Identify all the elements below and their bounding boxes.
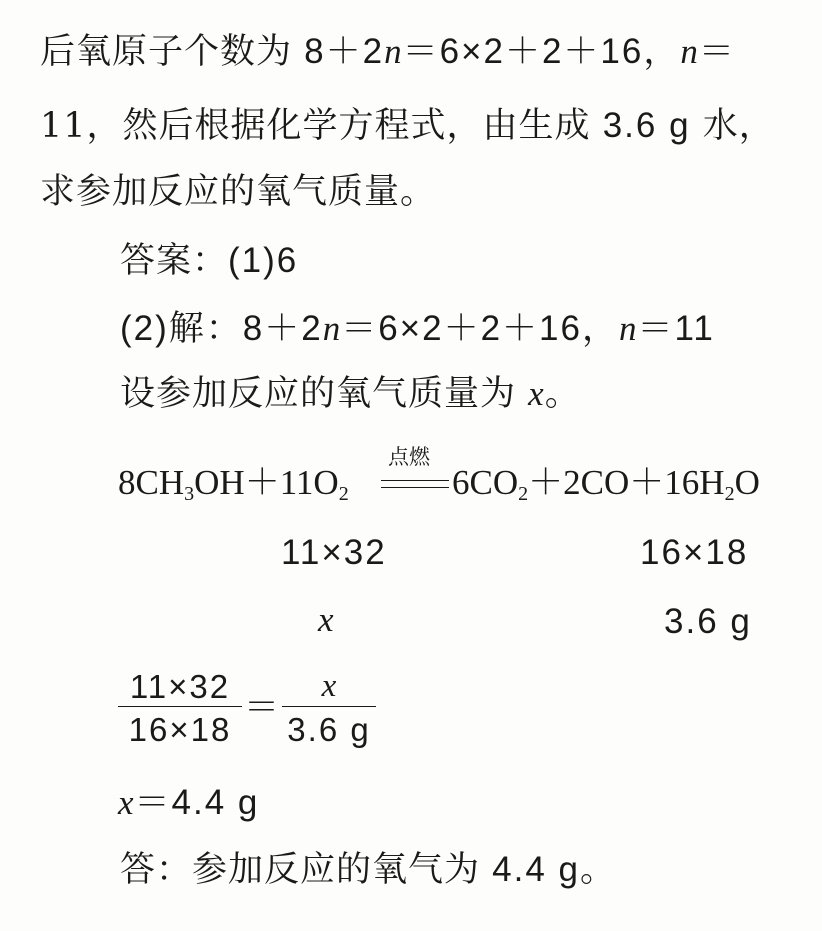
subscript: 2: [724, 483, 735, 505]
intro-text: 后氧原子个数为: [40, 32, 293, 72]
formula-part: ＝: [698, 32, 736, 71]
right-denominator: 3.6 g: [287, 711, 371, 748]
chemical-equation-products: [452, 465, 760, 504]
equals-sign: ＝: [244, 688, 282, 727]
answer-label: 答案：: [120, 241, 229, 281]
product-co: 2CO: [563, 463, 630, 502]
subscript: 2: [338, 483, 349, 505]
plus-sign: ＋: [244, 463, 280, 502]
intro-line-2: [40, 108, 775, 144]
unknown-x: x: [318, 600, 335, 639]
formula-part: ＝6×2＋2＋16，: [341, 309, 619, 348]
mass-value: 3.6 g: [602, 106, 691, 145]
answer-part-2: [120, 311, 715, 347]
mass-water: 16×18: [640, 533, 749, 572]
variable-x: x: [528, 374, 545, 413]
reaction-arrow-line-bottom: [381, 487, 449, 488]
variable-n: n: [384, 32, 403, 71]
conclusion-line: [120, 852, 616, 888]
assumption-text: 设参加反应的氧气质量为: [120, 374, 517, 414]
left-numerator: 11×32: [129, 668, 231, 705]
intro-text: 求参加反应的氧气质量。: [40, 172, 437, 212]
solution-label: (2)解：: [120, 309, 243, 348]
chemical-equation: [118, 465, 349, 504]
intro-text: 水，: [702, 106, 775, 146]
reactant-oxygen: 11O: [279, 463, 339, 502]
left-fraction-bar: [118, 706, 242, 707]
subscript: 3: [184, 483, 195, 505]
formula-part: ＝11: [637, 309, 715, 348]
conclusion-text: 答：参加反应的氧气为: [120, 850, 481, 890]
variable-x: x: [118, 783, 135, 822]
product-co2: 6CO: [452, 463, 519, 502]
subscript: 2: [518, 483, 529, 505]
answer-value: (1)6: [228, 241, 299, 280]
conclusion-value: 4.4 g: [492, 850, 581, 889]
variable-n: n: [619, 309, 638, 348]
punctuation: 。: [544, 374, 581, 414]
variable-n: n: [322, 309, 342, 348]
reactant-methanol-tail: OH: [194, 463, 245, 502]
formula-part: 8＋2: [304, 32, 385, 71]
mass-oxygen: 11×32: [281, 533, 387, 572]
plus-sign: ＋: [629, 463, 665, 502]
reaction-condition: 点燃: [388, 445, 430, 469]
result-line: [118, 785, 259, 821]
given-mass: 3.6 g: [664, 602, 752, 641]
left-denominator: 16×18: [128, 711, 232, 748]
product-water: 16H: [664, 463, 725, 502]
answer-part-1: [120, 243, 298, 279]
intro-text: 11，然后根据化学方程式，由生成: [40, 106, 591, 146]
right-fraction-bar: [282, 706, 376, 707]
formula-part: ＝6×2＋2＋16，: [402, 32, 681, 71]
intro-line-3: [40, 172, 437, 212]
right-numerator: x: [321, 668, 337, 704]
product-water-tail: O: [734, 463, 760, 502]
plus-sign: ＋: [528, 463, 564, 502]
assumption-line: [120, 376, 581, 412]
punctuation: 。: [580, 850, 617, 890]
intro-line-1: [40, 34, 736, 70]
reaction-arrow-line-top: [381, 480, 449, 481]
result-value: ＝4.4 g: [134, 783, 260, 822]
variable-n: n: [680, 32, 699, 71]
formula-part: 8＋2: [242, 309, 323, 348]
reactant-methanol: 8CH: [118, 463, 185, 502]
